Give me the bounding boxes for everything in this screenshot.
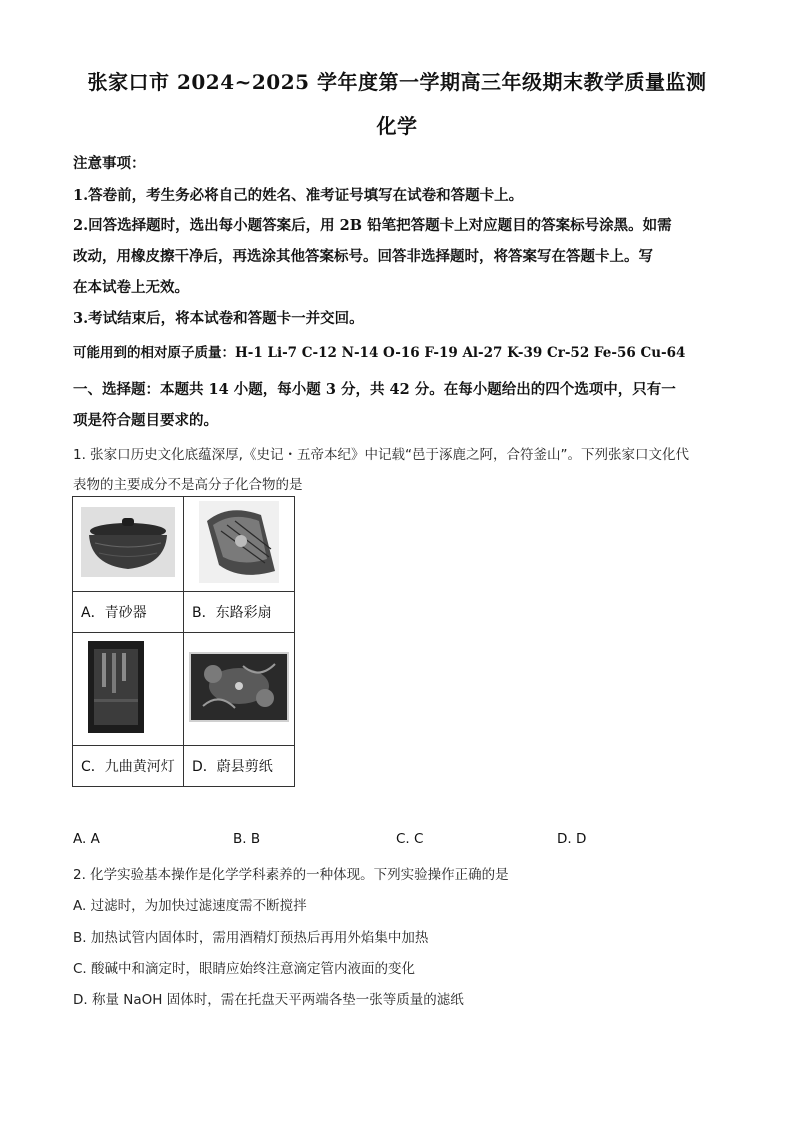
painted-fan-image (199, 501, 279, 583)
atomic-masses: 可能用到的相对原子质量：H-1 Li-7 C-12 N-14 O-16 F-19 Al-27 K-39 Cr-52 Fe-56 Cu-64 (73, 345, 686, 361)
q1-stem-line-1: 1. 张家口历史文化底蕴深厚,《史记・五帝本纪》中记载“邑于涿鹿之阿，合符釜山”。下列张家口文化代 (73, 447, 689, 463)
option-d-image-cell (184, 633, 295, 746)
option-a-image-cell (73, 497, 184, 592)
q1-stem-line-2: 表物的主要成分不是高分子化合物的是 (73, 477, 303, 493)
pottery-bowl-image (81, 507, 175, 577)
subject-title: 化学 (376, 114, 418, 138)
section-heading-line-1: 一、选择题：本题共 14 小题，每小题 3 分，共 42 分。在每小题给出的四个选项中，只有一 (73, 381, 676, 398)
q2-option-a[interactable]: A. 过滤时，为加快过滤速度需不断搅拌 (73, 898, 307, 914)
q2-option-c[interactable]: C. 酸碱中和滴定时，眼睛应始终注意滴定管内液面的变化 (73, 961, 416, 977)
notice-item-3: 3.考试结束后，将本试卷和答题卡一并交回。 (73, 310, 364, 327)
notice-item-2-line-3: 在本试卷上无效。 (73, 279, 189, 296)
option-a-label: A．青砂器 (73, 592, 184, 633)
option-b-label: B．东路彩扇 (184, 592, 295, 633)
q1-choice-a[interactable]: A. A (73, 831, 100, 847)
notice-heading: 注意事项： (73, 155, 146, 172)
option-b-image-cell (184, 497, 295, 592)
section-heading-line-2: 项是符合题目要求的。 (73, 412, 218, 429)
exam-title: 张家口市 2024~2025 学年度第一学期高三年级期末教学质量监测 (87, 70, 707, 94)
notice-item-2-line-2: 改动，用橡皮擦干净后，再选涂其他答案标号。回答非选择题时，将答案写在答题卡上。写 (73, 248, 653, 265)
notice-item-1: 1.答卷前，考生务必将自己的姓名、准考证号填写在试卷和答题卡上。 (73, 187, 524, 204)
option-d-label: D．蔚县剪纸 (184, 746, 295, 787)
q2-option-d[interactable]: D. 称量 NaOH 固体时，需在托盘天平两端各垫一张等质量的滤纸 (73, 992, 464, 1008)
river-lantern-image (78, 637, 178, 737)
q1-choice-d[interactable]: D. D (557, 831, 587, 847)
q1-choice-b[interactable]: B. B (233, 831, 261, 847)
q2-option-b[interactable]: B. 加热试管内固体时，需用酒精灯预热后再用外焰集中加热 (73, 930, 429, 946)
q2-stem: 2. 化学实验基本操作是化学学科素养的一种体现。下列实验操作正确的是 (73, 867, 509, 883)
option-c-label: C．九曲黄河灯 (73, 746, 184, 787)
q1-options-table (72, 496, 295, 787)
q1-choice-c[interactable]: C. C (396, 831, 424, 847)
notice-item-2-line-1: 2.回答选择题时，选出每小题答案后，用 2B 铅笔把答题卡上对应题目的答案标号涂黑。如需 (73, 217, 672, 234)
option-c-image-cell (73, 633, 184, 746)
paper-cut-image (189, 652, 289, 722)
